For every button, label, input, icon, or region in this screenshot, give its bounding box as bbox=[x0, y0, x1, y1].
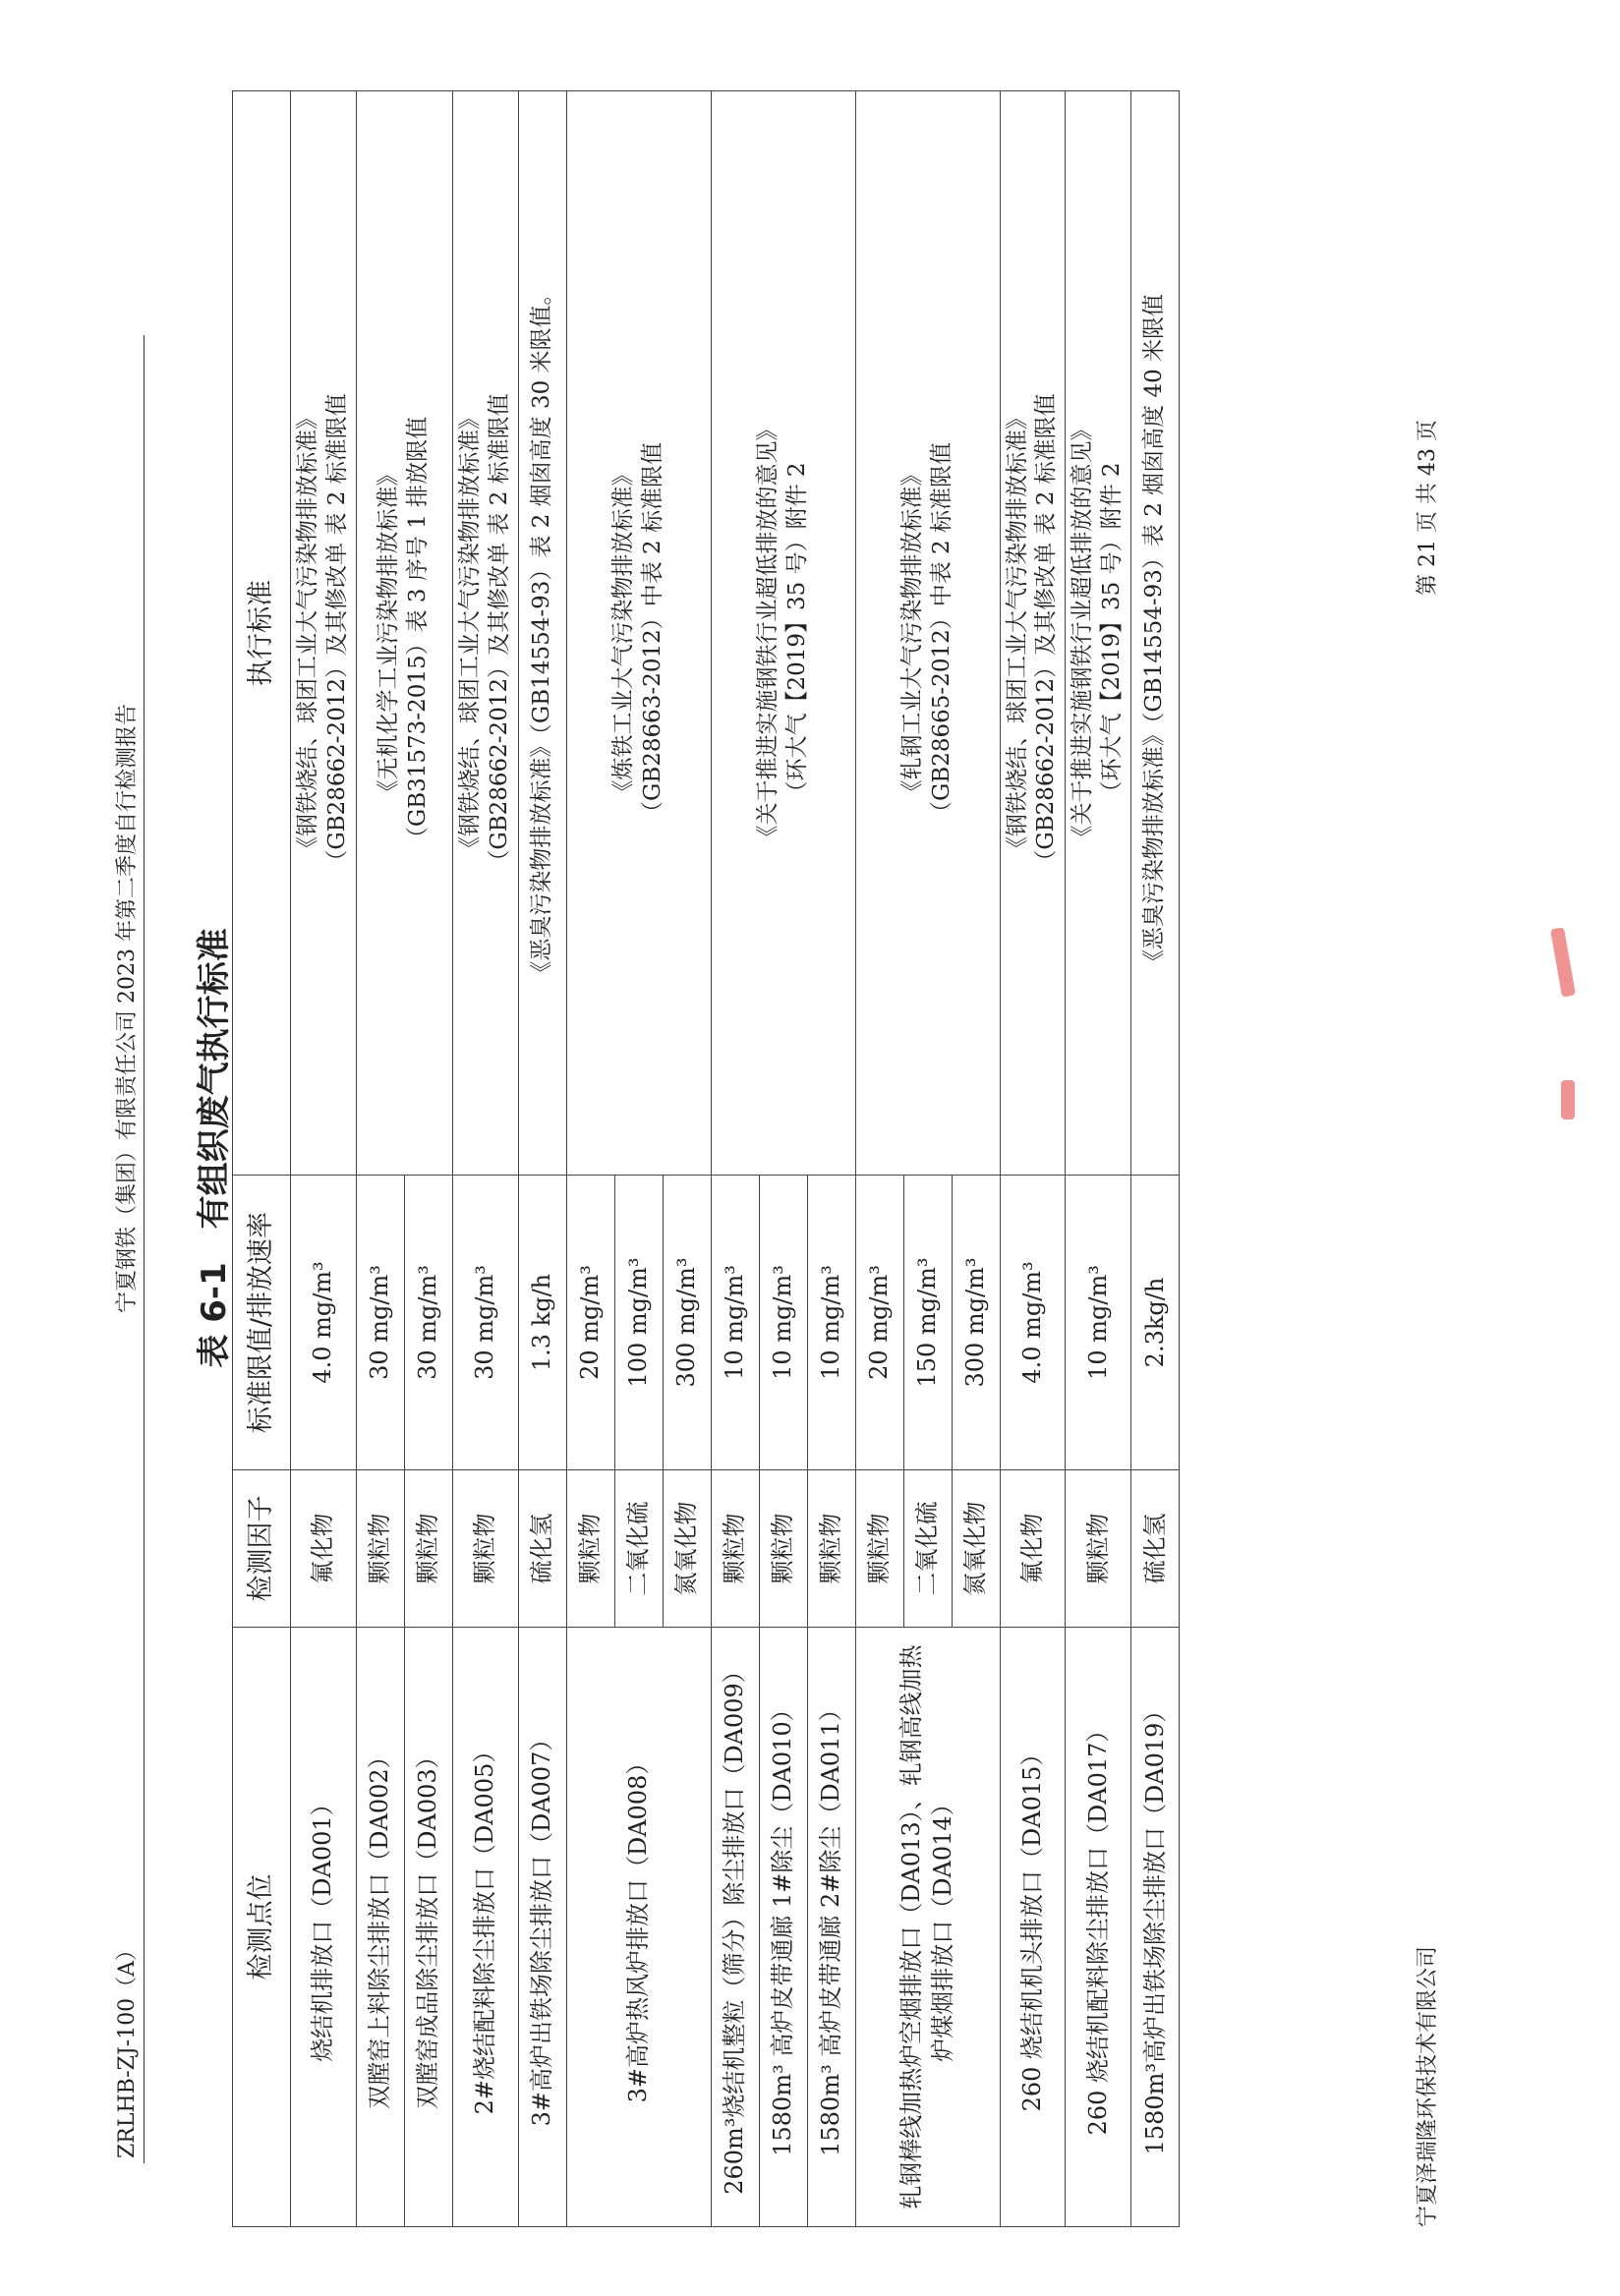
cell-standard bbox=[1131, 91, 1180, 1176]
standard-line: （GB28662-2012）及其修改单 表 2 标准限值 bbox=[1033, 393, 1060, 873]
cell-factor: 氮氧化物 bbox=[663, 1470, 711, 1628]
standard-line: （GB31573-2015）表 3 序号 1 排放限值 bbox=[405, 416, 432, 850]
cell-limit: 1.3 kg/h bbox=[518, 1176, 566, 1470]
report-code: ZRLHB-ZJ-100（A） bbox=[115, 1938, 140, 2158]
cell-factor: 二氧化硫 bbox=[614, 1470, 663, 1628]
cell-limit: 300 mg/m³ bbox=[952, 1176, 1000, 1470]
cell-limit: 2.3kg/h bbox=[1131, 1176, 1180, 1470]
header-limit: 标准限值/排放速率 bbox=[233, 1176, 291, 1470]
cell-location: 3#高炉出铁场除尘排放口（DA007） bbox=[518, 1628, 566, 2227]
cell-location: 双膛窑成品除尘排放口（DA003） bbox=[404, 1628, 452, 2227]
cell-location: 260 烧结机配料除尘排放口（DA017） bbox=[1066, 1628, 1131, 2227]
emission-standards-table bbox=[232, 90, 1180, 2227]
standard-line: 《钢铁烧结、球团工业大气污染物排放标准》 bbox=[1004, 407, 1030, 859]
header-rule bbox=[144, 335, 145, 2163]
standard-line: （GB28663-2012）中表 2 标准限值 bbox=[639, 442, 665, 825]
standard-line: 《轧钢工业大气污染物排放标准》 bbox=[898, 463, 925, 803]
standard-line: 《钢铁烧结、球团工业大气污染物排放标准》 bbox=[456, 407, 483, 859]
cell-factor: 颗粒物 bbox=[356, 1470, 404, 1628]
cell-limit: 4.0 mg/m³ bbox=[1000, 1176, 1066, 1470]
cell-standard bbox=[711, 91, 855, 1176]
table-row bbox=[711, 91, 759, 2227]
cell-limit: 20 mg/m³ bbox=[566, 1176, 614, 1470]
standard-line: （GB28665-2012）中表 2 标准限值 bbox=[928, 442, 955, 825]
table-row bbox=[356, 91, 404, 2227]
cell-standard bbox=[452, 91, 518, 1176]
standard-line: 《炼铁工业大气污染物排放标准》 bbox=[609, 463, 636, 803]
standard-line: （环大气【2019】35 号）附件 2 bbox=[783, 462, 810, 804]
cell-factor: 氟化物 bbox=[1000, 1470, 1066, 1628]
cell-location: 260m³烧结机整粒（筛分）除尘排放口（DA009） bbox=[711, 1628, 759, 2227]
cell-factor: 颗粒物 bbox=[404, 1470, 452, 1628]
cell-location: 3#高炉热风炉排放口（DA008） bbox=[566, 1628, 711, 2227]
cell-location: 2#烧结配料除尘排放口（DA005） bbox=[452, 1628, 518, 2227]
cell-location: 烧结机排放口（DA001） bbox=[291, 1628, 357, 2227]
cell-limit: 300 mg/m³ bbox=[663, 1176, 711, 1470]
cell-limit: 150 mg/m³ bbox=[903, 1176, 952, 1470]
standard-line: 《恶臭污染物排放标准》（GB14554-93）表 2 烟囱高度 40 米限值 bbox=[1141, 293, 1168, 973]
standard-line: 《恶臭污染物排放标准》（GB14554-93）表 2 烟囱高度 30 米限值。 bbox=[528, 282, 554, 984]
cell-limit: 4.0 mg/m³ bbox=[291, 1176, 357, 1470]
cell-location: 双膛窑上料除尘排放口（DA002） bbox=[356, 1628, 404, 2227]
cell-standard bbox=[518, 91, 566, 1176]
cell-limit: 10 mg/m³ bbox=[807, 1176, 855, 1470]
cell-factor: 颗粒物 bbox=[759, 1470, 807, 1628]
table-row bbox=[566, 91, 614, 2227]
cell-location: 1580m³高炉出铁场除尘排放口（DA019） bbox=[1131, 1628, 1180, 2227]
page-number: 第 21 页 共 43 页 bbox=[1416, 420, 1440, 596]
header-factor: 检测因子 bbox=[233, 1470, 291, 1628]
standard-line: 《钢铁烧结、球团工业大气污染物排放标准》 bbox=[295, 407, 320, 859]
standard-line: 《无机化学工业污染物排放标准》 bbox=[376, 463, 402, 803]
table-title: 表 6-1 有组织废气执行标准 bbox=[195, 928, 234, 1368]
cell-location: 1580m³ 高炉皮带通廊 2#除尘（DA011） bbox=[807, 1628, 855, 2227]
cell-location: 轧钢棒线加热炉空烟排放口（DA013）、轧钢高线加热炉煤烟排放口（DA014） bbox=[855, 1628, 1000, 2227]
cell-standard bbox=[291, 91, 357, 1176]
table-row bbox=[1066, 91, 1131, 2227]
cell-factor: 颗粒物 bbox=[452, 1470, 518, 1628]
report-header-title: 宁夏钢铁（集团）有限责任公司 2023 年第二季度自行检测报告 bbox=[115, 704, 140, 1313]
table-body bbox=[291, 91, 1180, 2227]
table-row bbox=[1131, 91, 1180, 2227]
stamp-mark bbox=[1550, 927, 1576, 997]
footer-company: 宁夏泽瑞隆环保技术有限公司 bbox=[1416, 1945, 1440, 2227]
cell-limit: 30 mg/m³ bbox=[404, 1176, 452, 1470]
cell-factor: 氮氧化物 bbox=[952, 1470, 1000, 1628]
cell-factor: 颗粒物 bbox=[855, 1470, 903, 1628]
cell-factor: 硫化氢 bbox=[518, 1470, 566, 1628]
cell-limit: 100 mg/m³ bbox=[614, 1176, 663, 1470]
cell-factor: 颗粒物 bbox=[711, 1470, 759, 1628]
standard-line: （环大气【2019】35 号）附件 2 bbox=[1099, 462, 1126, 804]
cell-factor: 颗粒物 bbox=[566, 1470, 614, 1628]
cell-factor: 颗粒物 bbox=[1066, 1470, 1131, 1628]
cell-standard bbox=[1000, 91, 1066, 1176]
cell-standard bbox=[1066, 91, 1131, 1176]
table-row bbox=[452, 91, 518, 2227]
cell-limit: 20 mg/m³ bbox=[855, 1176, 903, 1470]
header-standard: 执行标准 bbox=[233, 91, 291, 1176]
table-row bbox=[1000, 91, 1066, 2227]
cell-limit: 10 mg/m³ bbox=[711, 1176, 759, 1470]
cell-factor: 二氧化硫 bbox=[903, 1470, 952, 1628]
cell-location: 1580m³ 高炉皮带通廊 1#除尘（DA010） bbox=[759, 1628, 807, 2227]
table-row bbox=[855, 91, 903, 2227]
table-row bbox=[291, 91, 357, 2227]
cell-limit: 30 mg/m³ bbox=[452, 1176, 518, 1470]
stamp-mark bbox=[1561, 1080, 1575, 1119]
standard-line: （GB28662-2012）及其修改单 表 2 标准限值 bbox=[486, 393, 512, 873]
cell-factor: 颗粒物 bbox=[807, 1470, 855, 1628]
standard-line: （GB28662-2012）及其修改单 表 2 标准限值 bbox=[323, 393, 350, 873]
cell-standard bbox=[356, 91, 452, 1176]
cell-factor: 硫化氢 bbox=[1131, 1470, 1180, 1628]
header-location: 检测点位 bbox=[233, 1628, 291, 2227]
table-row bbox=[518, 91, 566, 2227]
cell-limit: 30 mg/m³ bbox=[356, 1176, 404, 1470]
cell-limit: 10 mg/m³ bbox=[1066, 1176, 1131, 1470]
cell-standard bbox=[566, 91, 711, 1176]
cell-factor: 氟化物 bbox=[291, 1470, 357, 1628]
standard-line: 《关于推进实施钢铁行业超低排放的意见》 bbox=[754, 418, 781, 848]
cell-standard bbox=[855, 91, 1000, 1176]
standard-line: 《关于推进实施钢铁行业超低排放的意见》 bbox=[1070, 418, 1096, 848]
cell-limit: 10 mg/m³ bbox=[759, 1176, 807, 1470]
cell-location: 260 烧结机机头排放口（DA015） bbox=[1000, 1628, 1066, 2227]
table-header-row bbox=[233, 91, 291, 2227]
